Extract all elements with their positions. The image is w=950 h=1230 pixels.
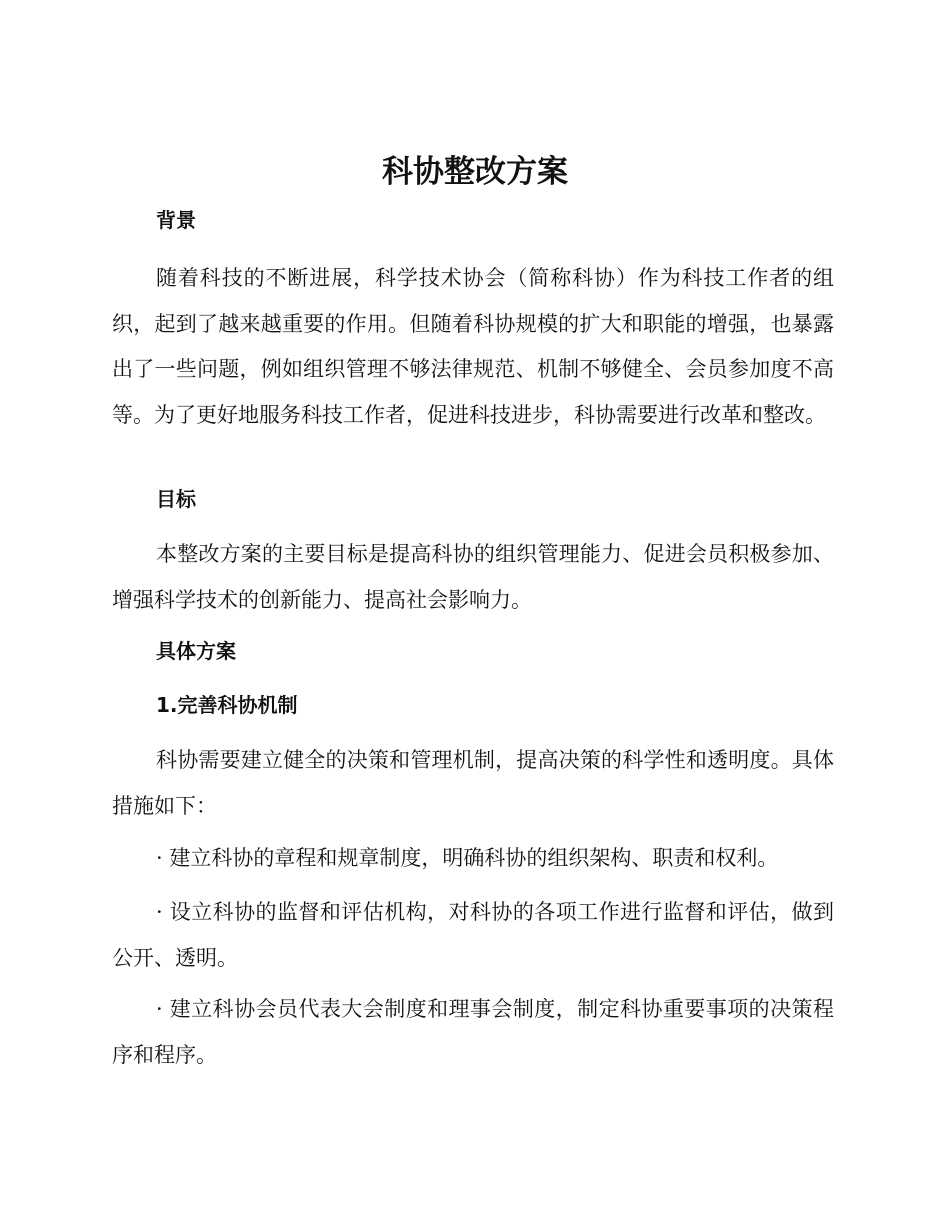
background-paragraph: 随着科技的不断进展，科学技术协会（简称科协）作为科技工作者的组织，起到了越来越重要的作用。但随着科协规模的扩大和职能的增强，也暴露出了一些问题，例如组织管理不够法律规范、机制不够健全、会员参加度不高等。为了更好地服务科技工作者，促进科技进步，科协需要进行改革和整改。	[112, 266, 834, 427]
plan-item-2: · 设立科协的监督和评估机构，对科协的各项工作进行监督和评估，做到公开、透明。	[112, 900, 834, 970]
plan-item-3: · 建立科协会员代表大会制度和理事会制度，制定科协重要事项的决策程序和程序。	[112, 997, 834, 1067]
goal-paragraph: 本整改方案的主要目标是提高科协的组织管理能力、促进会员积极参加、增强科学技术的创新能力、提高社会影响力。	[112, 542, 834, 612]
section-heading-plan: 具体方案	[156, 639, 236, 663]
section-heading-background: 背景	[156, 208, 196, 232]
section-heading-goal: 目标	[156, 487, 196, 511]
subheading-improve-mechanism: 1.完善科协机制	[156, 693, 298, 717]
plan-intro-paragraph: 科协需要建立健全的决策和管理机制，提高决策的科学性和透明度。具体措施如下：	[112, 748, 834, 818]
plan-item-1: · 建立科协的章程和规章制度，明确科协的组织架构、职责和权利。	[156, 846, 779, 870]
document-title: 科协整改方案	[382, 154, 568, 190]
